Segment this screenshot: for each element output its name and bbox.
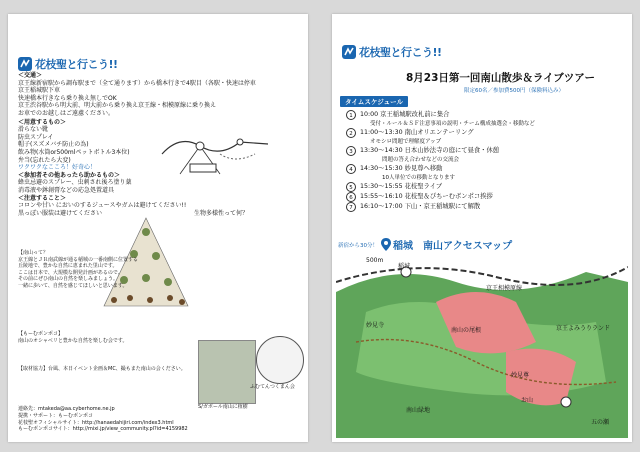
map-heading-big: 稲城 南山アクセスマップ xyxy=(393,241,513,252)
step-time: 15:30〜15:55 xyxy=(360,183,403,190)
schedule-list xyxy=(346,110,626,212)
item: 帽子(スズメバチ防止の為) xyxy=(18,141,89,149)
map-label: お山 xyxy=(521,397,534,404)
about-line: 丘陵地で、豊かな自然に恵まれた里山です。 xyxy=(18,263,118,269)
about-minamiyama xyxy=(18,250,168,289)
notes-heading: ＜注意すること＞ xyxy=(18,194,67,202)
map-heading xyxy=(338,237,512,252)
step-time: 14:30〜15:30 xyxy=(360,165,403,172)
schedule-row xyxy=(346,182,626,192)
item: 弁当(忘れたら大変) xyxy=(18,156,71,164)
schedule-row xyxy=(346,128,626,138)
step-subtext: 問題の答え合わせなどの交流会 xyxy=(382,157,460,163)
map-label: 500m xyxy=(366,257,384,264)
about-group xyxy=(18,331,188,344)
contact-line: もーむボンポコサイト：http://mixi.jp/view_community.pl?id=4159982 xyxy=(18,426,188,433)
left-logo xyxy=(18,56,118,72)
about-line: 【南山って？ xyxy=(18,250,49,256)
logo-mark-icon xyxy=(342,45,356,59)
step-number: 3 xyxy=(346,146,356,156)
contact-block xyxy=(18,406,198,433)
map-label: 五の瀬 xyxy=(591,419,610,426)
small-route-map xyxy=(160,124,270,184)
event-title: 8月23日第一回南山散歩＆ライブツアー xyxy=(406,72,595,84)
photo-caption: S/ガボール南山に植樹 xyxy=(198,404,248,410)
right-logo xyxy=(342,44,442,60)
step-text: 京王稲城駅改札前に集合 xyxy=(380,111,450,118)
contact-line: 連絡先：mtakeda@aa.cyberhome.ne.jp xyxy=(18,406,115,412)
step-text: 南山オリエンテーリング xyxy=(404,129,474,136)
step-number: 5 xyxy=(346,182,356,192)
group-line: 南山のオシャベリと豊かな自然を楽しむ会です。 xyxy=(18,337,128,344)
schedule-row xyxy=(346,202,626,212)
right-logo-text: 花枝聖と行こう!! xyxy=(359,46,442,59)
group-logo-caption: ふむてんつくまん会 xyxy=(250,384,295,390)
access-map xyxy=(336,252,628,438)
optional-heading: ＜参加者その他あったら助かるもの＞ xyxy=(18,171,120,179)
step-text: 花枝聖＆ぴちーむボンポコ挨拶 xyxy=(404,193,493,200)
fee-text: 限定60名／参加費500円（保険料込み） xyxy=(464,88,564,94)
step-time: 16:10〜17:00 xyxy=(360,203,403,210)
step-number: 6 xyxy=(346,192,356,202)
map-label: 妙見寺 xyxy=(366,322,385,329)
contact-line: 花枝聖オフィシャルサイト：http://hanaedahijiri.com/index3.html xyxy=(18,419,174,426)
kokoro-text: ワクワクなこころ！好奇心！ xyxy=(18,164,97,172)
schedule-row xyxy=(346,164,626,174)
schedule-subrow xyxy=(346,138,626,146)
contact-line: 提携・サポート：もーむボンポコ xyxy=(18,412,94,419)
planting-photo xyxy=(198,340,256,404)
map-label: 稲城 xyxy=(398,263,411,270)
map-pin-icon xyxy=(381,238,391,251)
step-number: 1 xyxy=(346,110,356,120)
group-logo xyxy=(256,336,304,384)
left-logo-text: 花枝聖と行こう!! xyxy=(35,58,118,71)
access-heading: ＜交通＞ xyxy=(18,72,43,79)
pyramid-label: 生物多様性って何？ xyxy=(194,210,249,217)
schedule-row xyxy=(346,146,626,156)
step-number: 7 xyxy=(346,202,356,212)
logo-mark-icon xyxy=(18,57,32,71)
optional-line: 消毒液や鉢創膏などの応急処置道具 xyxy=(18,186,115,194)
access-line: お車でのお越しはご遠慮ください。 xyxy=(18,109,115,117)
item: 滑らない靴 xyxy=(18,126,49,134)
step-time: 15:55〜16:10 xyxy=(360,193,403,200)
right-page xyxy=(332,14,632,442)
about-line: その前にぜひ南山の自然を楽しみましょう。 xyxy=(18,276,119,282)
map-label: 南山緑地 xyxy=(406,407,431,414)
step-text: 日本山妙法寺の庭にて昼食・休憩 xyxy=(404,147,500,154)
note-line: 黒っぽい服装は避けてください xyxy=(18,209,103,217)
step-subtext: オモシロ問題で理解度アップ xyxy=(370,139,442,145)
step-subtext: 10人単位での移動となります xyxy=(382,175,455,181)
credit-line: 【取材協力】台風、本日イベント企画＆MC、撮もまた南山の会ください。 xyxy=(18,366,186,372)
credit-block xyxy=(18,366,198,374)
about-line: ここは日本で、大規模な開発計画があるので、 xyxy=(18,269,123,276)
schedule-row xyxy=(346,192,626,202)
about-line: 京王線とＪＲ南武線が通る稲城の一番南側に位置する xyxy=(18,256,139,263)
step-time: 13:30〜14:30 xyxy=(360,147,403,154)
step-subtext: 受付・ルール＆ＳＦ注意事項の説明・チーム構成抽選会・移動など xyxy=(370,121,535,127)
note-line: コロンや甘い においのするジュースやガムは避けてください!! xyxy=(18,202,187,210)
items-heading: ＜用意するもの＞ xyxy=(18,118,67,126)
item: 防虫スプレイ xyxy=(18,133,54,141)
step-text: 下山・京王稲城駅にて解散 xyxy=(404,203,481,210)
access-line: 快速橋本行きなら乗り換え無しでOK xyxy=(18,94,117,102)
optional-line: 蜂虫忌避のスプレー、虫刺され後ろ塗り薬 xyxy=(18,179,132,187)
step-number: 2 xyxy=(346,128,356,138)
about-line: 一緒に歩いて、自然を感じてほしいと思います。 xyxy=(18,282,128,289)
access-line: 京王渋谷駅から明大前、明大前から乗り換え京王線・相模原線に乗り換え xyxy=(18,102,217,110)
access-line: 京王稲城駅下車 xyxy=(18,87,61,95)
schedule-subrow xyxy=(346,174,626,182)
step-text: 妙見尊へ移動 xyxy=(404,165,443,172)
step-text: 花枝聖ライブ xyxy=(404,183,443,190)
step-time: 10:00 xyxy=(360,111,379,118)
map-label: 京王相模原線 xyxy=(486,285,523,292)
step-time: 11:00〜13:30 xyxy=(360,129,403,136)
schedule-subrow xyxy=(346,156,626,164)
item: 飲み物(水筒or500mlペットボトル3本位) xyxy=(18,148,130,156)
left-page xyxy=(8,14,308,442)
step-number: 4 xyxy=(346,164,356,174)
group-line: 【もーむボンポコ】 xyxy=(18,331,64,337)
schedule-subrow xyxy=(346,120,626,128)
schedule-row xyxy=(346,110,626,120)
access-line: 京王線新宿駅から調布駅まで（全て通ります）から橋本行きで4駅目（各駅・快速は停車 xyxy=(18,79,256,87)
map-label: 妙見尊 xyxy=(511,372,530,379)
map-label: 南山の尾根 xyxy=(451,327,482,334)
schedule-tag: タイムスケジュール xyxy=(340,96,408,107)
map-label: 京王よみうりランド xyxy=(556,325,611,332)
map-heading-small: 新宿から30分！ xyxy=(338,242,378,249)
